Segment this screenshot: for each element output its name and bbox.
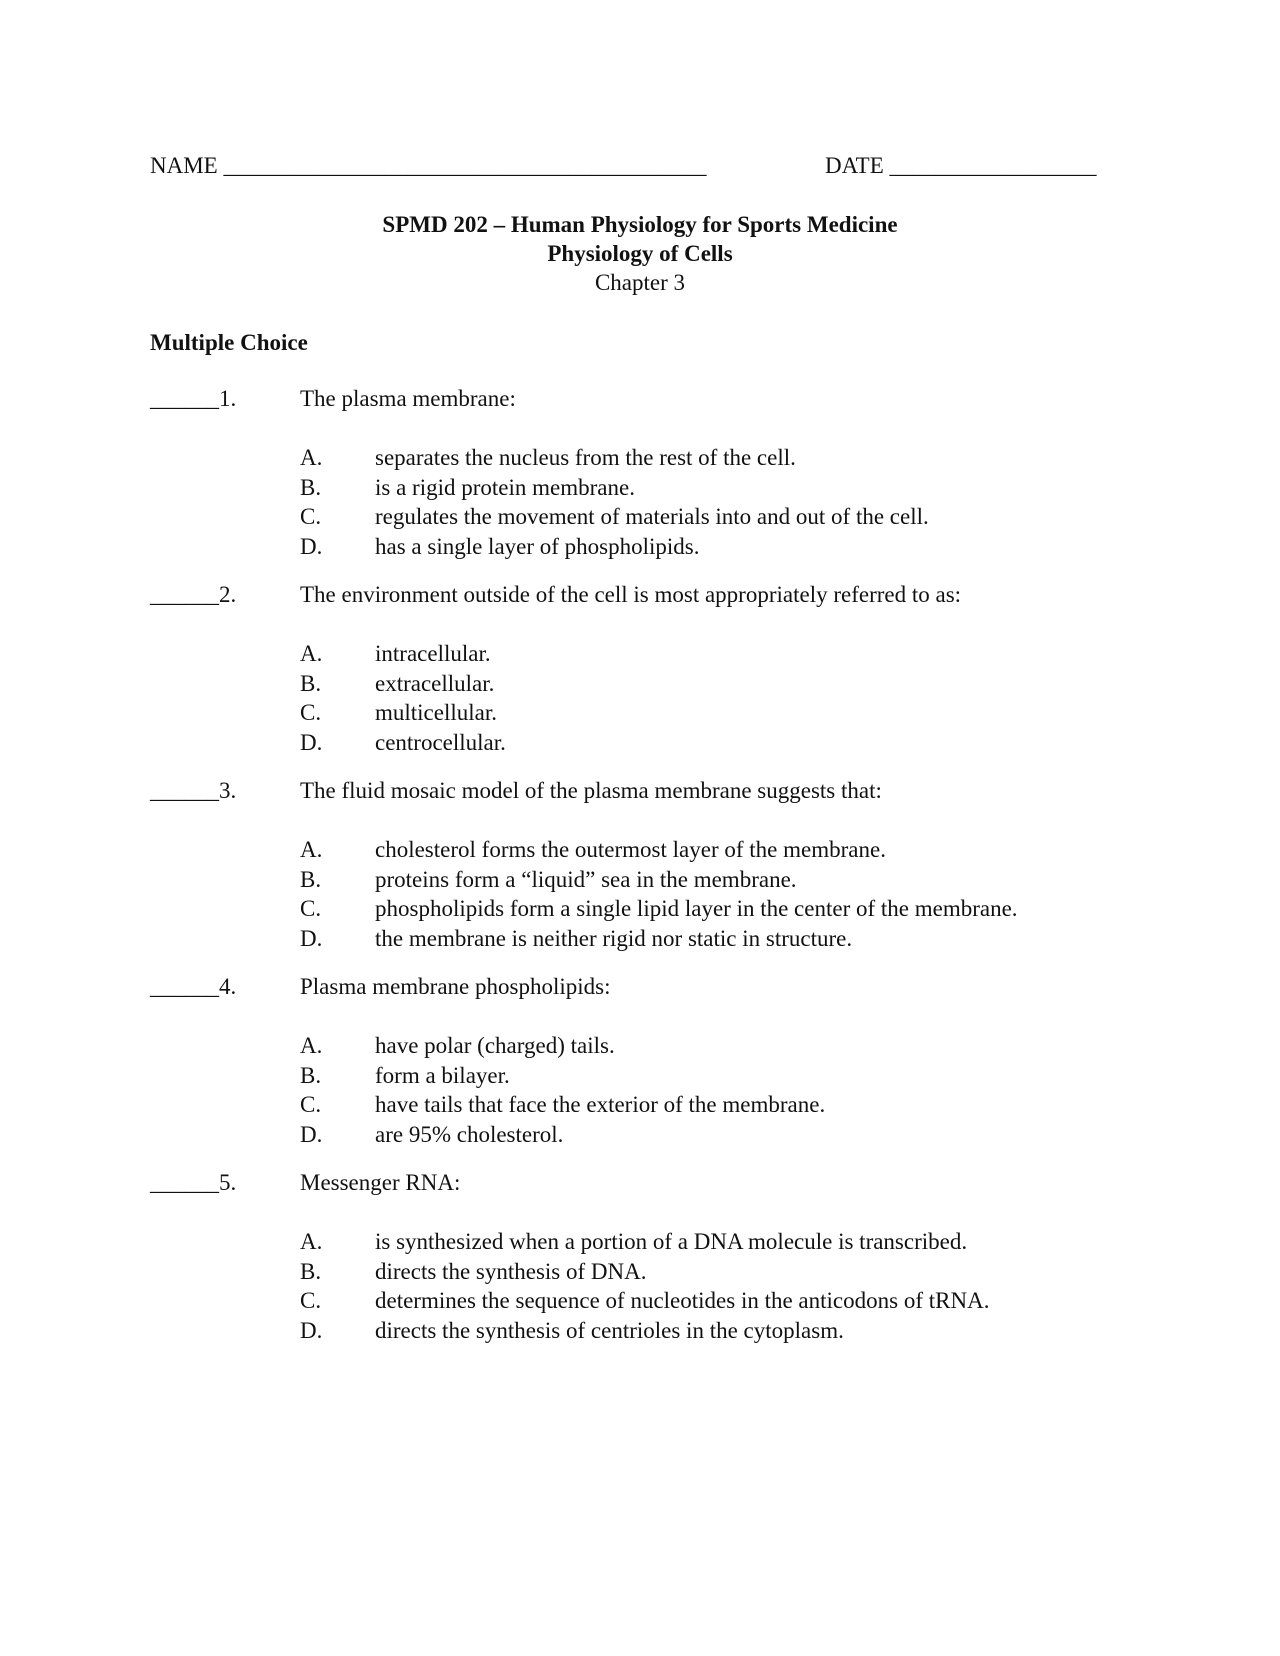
option-letter: D. bbox=[300, 925, 323, 951]
option-letter: D. bbox=[300, 729, 323, 755]
answer-option bbox=[150, 865, 1150, 895]
answer-blank[interactable]: ______3. bbox=[150, 778, 237, 803]
option-text: have polar (charged) tails. bbox=[375, 1033, 615, 1058]
question-4 bbox=[150, 972, 1150, 1149]
answer-blank[interactable]: ______4. bbox=[150, 974, 237, 999]
option-text: is a rigid protein membrane. bbox=[375, 474, 635, 500]
option-letter: D. bbox=[300, 1121, 323, 1147]
question-line bbox=[150, 1168, 1150, 1197]
question-line bbox=[150, 580, 1150, 609]
question-3 bbox=[150, 776, 1150, 953]
option-text: phospholipids form a single lipid layer in the center of the membrane. bbox=[375, 896, 1018, 921]
option-text: separates the nucleus from the rest of the cell. bbox=[375, 445, 796, 470]
option-text: are 95% cholesterol. bbox=[375, 1121, 564, 1147]
answer-option bbox=[150, 698, 1150, 728]
option-text: centrocellular. bbox=[375, 729, 506, 755]
option-letter: B. bbox=[300, 1258, 322, 1284]
question-stem: Plasma membrane phospholipids: bbox=[300, 974, 611, 999]
question-stem: The plasma membrane: bbox=[300, 386, 516, 411]
answer-options bbox=[150, 639, 1150, 757]
answer-option bbox=[150, 473, 1150, 503]
answer-blank[interactable]: ______5. bbox=[150, 1170, 237, 1195]
option-text: have tails that face the exterior of the membrane. bbox=[375, 1092, 826, 1117]
course-title: SPMD 202 – Human Physiology for Sports Medicine bbox=[382, 212, 898, 237]
option-letter: B. bbox=[300, 866, 322, 892]
option-letter: C. bbox=[300, 1092, 322, 1117]
option-letter: D. bbox=[300, 1317, 323, 1343]
course-header bbox=[0, 210, 1280, 297]
option-text: directs the synthesis of DNA. bbox=[375, 1258, 647, 1284]
option-letter: B. bbox=[300, 1062, 322, 1088]
answer-option bbox=[150, 502, 1150, 532]
answer-option bbox=[150, 1090, 1150, 1120]
question-line bbox=[150, 776, 1150, 805]
answer-options bbox=[150, 1227, 1150, 1345]
answer-option bbox=[150, 835, 1150, 865]
section-heading: Multiple Choice bbox=[150, 330, 308, 355]
option-letter: A. bbox=[300, 445, 323, 470]
question-stem: Messenger RNA: bbox=[300, 1170, 461, 1195]
option-letter: C. bbox=[300, 504, 322, 529]
answer-option bbox=[150, 1257, 1150, 1287]
question-stem: The environment outside of the cell is most appropriately referred to as: bbox=[300, 582, 962, 607]
answer-blank[interactable]: ______2. bbox=[150, 582, 237, 607]
question-stem: The fluid mosaic model of the plasma membrane suggests that: bbox=[300, 778, 882, 803]
option-text: regulates the movement of materials into and out of the cell. bbox=[375, 504, 929, 529]
answer-option bbox=[150, 1286, 1150, 1316]
answer-options bbox=[150, 1031, 1150, 1149]
name-date-row bbox=[150, 151, 1130, 181]
option-letter: C. bbox=[300, 1288, 322, 1313]
option-letter: B. bbox=[300, 670, 322, 696]
option-text: is synthesized when a portion of a DNA molecule is transcribed. bbox=[375, 1229, 968, 1254]
option-text: has a single layer of phospholipids. bbox=[375, 533, 700, 559]
answer-option bbox=[150, 639, 1150, 669]
answer-option bbox=[150, 1120, 1150, 1150]
question-line bbox=[150, 384, 1150, 413]
answer-option bbox=[150, 532, 1150, 562]
option-text: extracellular. bbox=[375, 670, 495, 696]
option-text: proteins form a “liquid” sea in the membrane. bbox=[375, 866, 797, 892]
option-letter: A. bbox=[300, 641, 323, 666]
option-text: form a bilayer. bbox=[375, 1062, 510, 1088]
answer-option bbox=[150, 1316, 1150, 1346]
option-letter: D. bbox=[300, 533, 323, 559]
option-letter: A. bbox=[300, 1229, 323, 1254]
answer-option bbox=[150, 443, 1150, 473]
chapter-label: Chapter 3 bbox=[594, 270, 686, 295]
answer-option bbox=[150, 1061, 1150, 1091]
topic-title: Physiology of Cells bbox=[547, 241, 733, 266]
answer-option bbox=[150, 1227, 1150, 1257]
option-letter: C. bbox=[300, 896, 322, 921]
name-field[interactable]: NAME __________________________________________ bbox=[150, 153, 707, 178]
answer-option bbox=[150, 728, 1150, 758]
option-text: directs the synthesis of centrioles in the cytoplasm. bbox=[375, 1317, 844, 1343]
question-line bbox=[150, 972, 1150, 1001]
option-letter: B. bbox=[300, 474, 322, 500]
option-letter: A. bbox=[300, 837, 323, 862]
answer-blank[interactable]: ______1. bbox=[150, 386, 237, 411]
question-2 bbox=[150, 580, 1150, 757]
option-text: determines the sequence of nucleotides in the anticodons of tRNA. bbox=[375, 1288, 990, 1313]
answer-option bbox=[150, 894, 1150, 924]
question-1 bbox=[150, 384, 1150, 561]
answer-option bbox=[150, 1031, 1150, 1061]
answer-option bbox=[150, 669, 1150, 699]
answer-options bbox=[150, 835, 1150, 953]
option-text: the membrane is neither rigid nor static in structure. bbox=[375, 925, 853, 951]
option-text: intracellular. bbox=[375, 641, 491, 666]
question-5 bbox=[150, 1168, 1150, 1345]
option-text: multicellular. bbox=[375, 700, 497, 725]
answer-options bbox=[150, 443, 1150, 561]
option-letter: C. bbox=[300, 700, 322, 725]
date-field[interactable]: DATE __________________ bbox=[825, 153, 1097, 178]
answer-option bbox=[150, 924, 1150, 954]
option-text: cholesterol forms the outermost layer of the membrane. bbox=[375, 837, 886, 862]
option-letter: A. bbox=[300, 1033, 323, 1058]
